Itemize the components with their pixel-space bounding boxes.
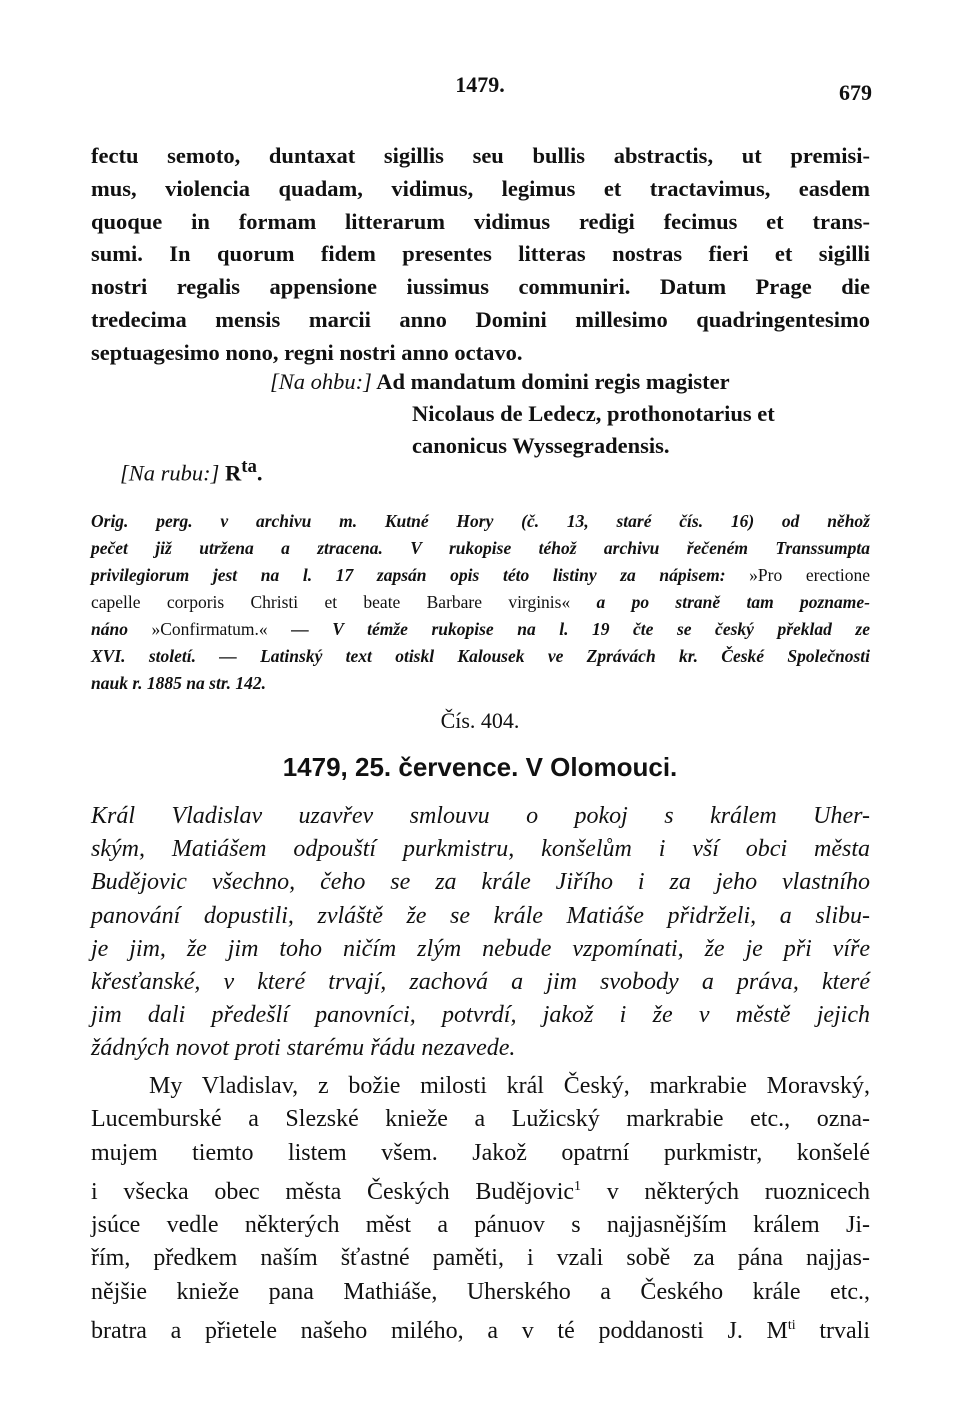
endorsement	[270, 366, 870, 462]
note-line	[91, 562, 870, 589]
charter-superscript: ti	[787, 1318, 796, 1334]
charter-fragment: v některých ruoznicech	[581, 1178, 870, 1205]
note-line: XVI. století. — Latinský text otiskl Kalousek ve Zprávách kr. České Společnosti	[91, 646, 870, 666]
regest-line: Budějovic všechno, čeho se za krále Jiřího i za jeho vlastního	[91, 869, 870, 896]
margin-note-label: [Na rubu:]	[120, 460, 220, 486]
charter-fragment: trvali	[795, 1318, 871, 1345]
note-fragment: náno	[91, 619, 152, 639]
regest-line: panování dopustili, zvláště že se krále Matiáše přidrželi, a slibu-	[91, 902, 870, 929]
document-number: Čís. 404.	[440, 708, 520, 733]
margin-note	[120, 456, 263, 487]
regest-line: ským, Matiášem odpouští purkmistru, konšelům i vší obci města	[91, 836, 870, 863]
regest-line: Král Vladislav uzavřev smlouvu o pokoj s králem Uher-	[91, 803, 870, 829]
regest-line: křesťanské, v které trvají, zachová a jim svobody a práva, které	[91, 969, 870, 996]
endorsement-line: Nicolaus de Ledecz, prothonotarius et	[412, 401, 775, 426]
note-line: nauk r. 1885 na str. 142.	[91, 673, 267, 693]
margin-note-text: R	[225, 460, 242, 486]
note-line: pečet již utržena a ztracena. V rukopise téhož archivu řečeném Transsumpta	[91, 538, 870, 558]
regest-line: žádných novot proti starému řádu nezavede.	[91, 1035, 516, 1062]
regest-line: jim dali předešlí panovníci, potvrdí, jakož i že v městě jejich	[91, 1002, 870, 1029]
latin-line: mus, violencia quadam, vidimus, legimus et tractavimus, easdem	[91, 175, 870, 201]
charter-fragment: bratra a přietele našeho milého, a v té poddanosti J. M	[91, 1318, 788, 1345]
latin-line: fectu semoto, duntaxat sigillis seu bullis abstractis, ut premisi-	[91, 143, 870, 168]
endorsement-line: canonicus Wyssegradensis.	[412, 433, 670, 458]
editorial-notes	[91, 508, 870, 697]
charter-line: nějšie knieže pana Mathiáše, Uherského a Českého krále etc.,	[91, 1278, 870, 1305]
latin-line: quoque in formam litterarum vidimus redigi fecimus et trans-	[91, 208, 870, 234]
endorsement-line: Ad mandatum domini regis magister	[376, 369, 730, 394]
regest-line: je jim, že jim toho ničím zlým nebude vzpomínati, že je při víře	[91, 935, 870, 962]
running-header-year: 1479.	[455, 72, 505, 97]
note-quote: »Pro erectione	[749, 565, 870, 585]
dateline-heading: 1479, 25. července. V Olomouci.	[282, 752, 678, 782]
note-fragment: — V témže rukopise na l. 19 čte se český překlad ze	[267, 619, 870, 639]
margin-note-superscript: ta	[241, 456, 257, 477]
charter-line: řím, předkem naším šťastné paměti, i vzali sobě za pána najjas-	[91, 1245, 870, 1272]
charter-fragment: i všecka obec města Českých Budějovic	[91, 1178, 575, 1205]
charter-line: My Vladislav, z božie milosti král Český, markrabie Moravský,	[149, 1073, 870, 1099]
charter-line: Lucemburské a Slezské knieže a Lužicský markrabie etc., ozna-	[91, 1106, 870, 1133]
charter-line	[91, 1170, 870, 1209]
charter-text	[91, 1070, 870, 1348]
note-line: Orig. perg. v archivu m. Kutné Hory (č. 13, staré čís. 16) od něhož	[91, 511, 870, 531]
latin-line: septuagesimo nono, regni nostri anno octavo.	[91, 339, 523, 365]
regest-summary	[91, 800, 870, 1066]
charter-line: mujem tiemto listem všem. Jakož opatrní purkmistr, konšelé	[91, 1139, 870, 1166]
latin-line: nostri regalis appensione iussimus communiri. Datum Prage die	[91, 274, 870, 300]
charter-line: jsúce vedle některých měst a pánuov s najjasnějším králem Ji-	[91, 1212, 870, 1239]
note-fragment: privilegiorum jest na l. 17 zapsán opis této listiny za nápisem:	[91, 565, 750, 585]
note-line	[91, 616, 870, 643]
charter-line	[91, 1309, 870, 1348]
page-number: 679	[839, 80, 872, 105]
endorsement-label: [Na ohbu:]	[270, 369, 372, 394]
margin-note-end: .	[256, 460, 263, 486]
note-quote: capelle corporis Christi et beate Barbare virginis«	[91, 592, 571, 612]
latin-line: sumi. In quorum fidem presentes litteras nostras fieri et sigilli	[91, 241, 870, 267]
note-fragment: a po straně tam poznamе-	[570, 592, 870, 612]
latin-text-block	[91, 140, 870, 370]
note-quote: »Confirmatum.«	[151, 619, 268, 639]
latin-line: tredecima mensis marcii anno Domini millesimo quadringentesimo	[91, 306, 870, 332]
footnote-marker: 1	[574, 1178, 582, 1194]
note-line	[91, 589, 870, 616]
